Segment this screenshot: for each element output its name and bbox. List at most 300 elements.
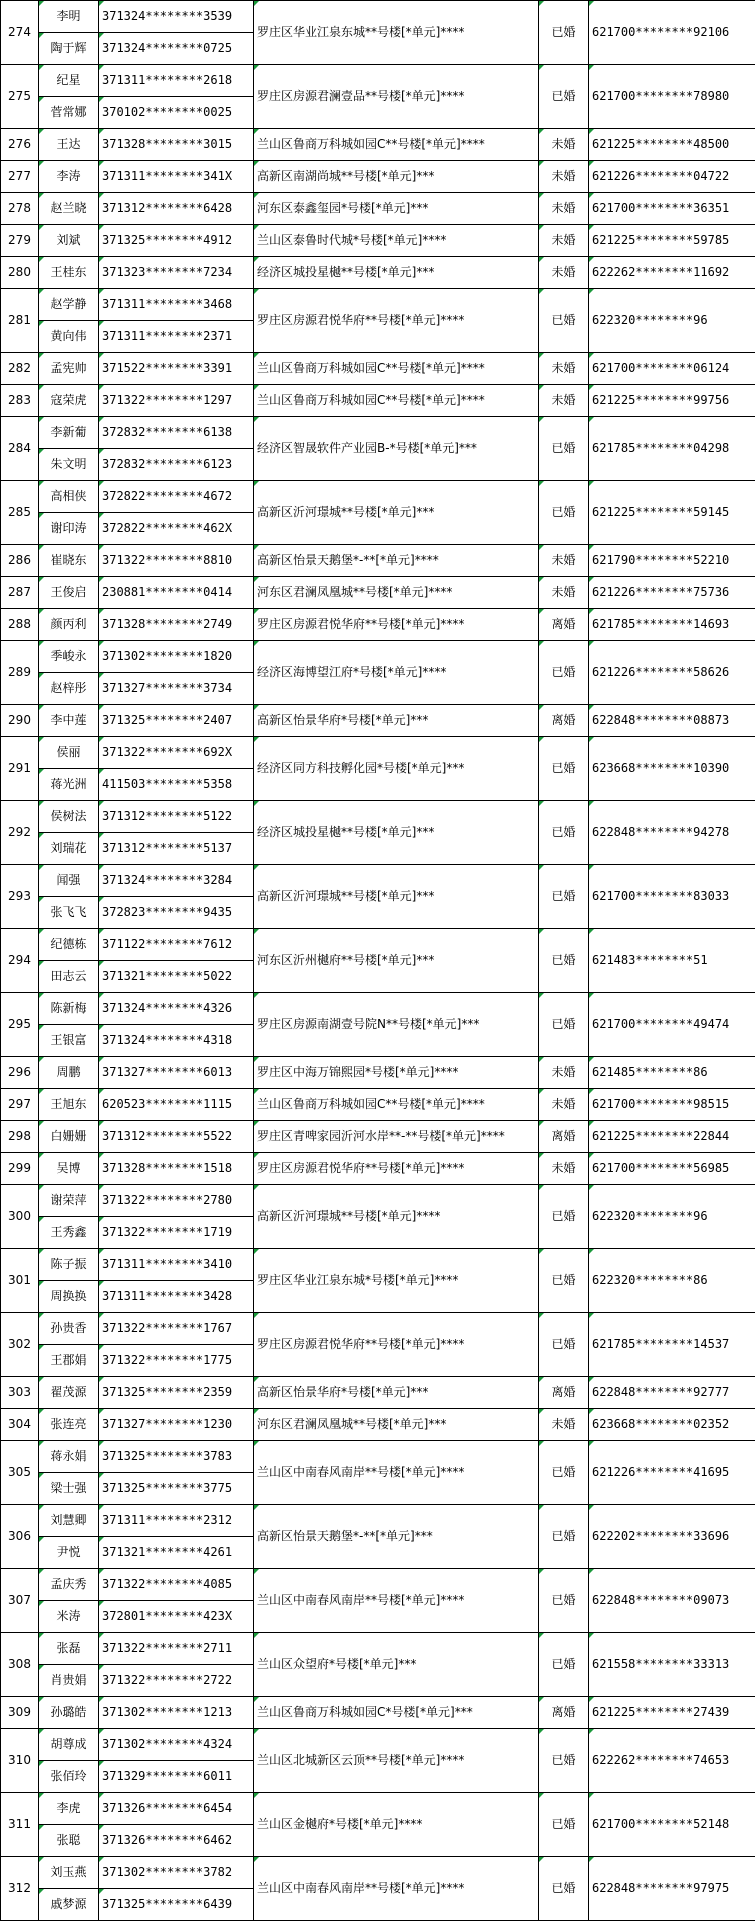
marital-status: 已婚: [539, 801, 589, 865]
household-number: 308: [1, 1633, 39, 1697]
member-name: 王桂东: [39, 257, 99, 289]
housing-address: 经济区智晟软件产业园B-*号楼[*单元]***: [254, 417, 539, 481]
housing-address: 罗庄区房源君澜壹品**号楼[*单元]****: [254, 65, 539, 129]
marital-status: 未婚: [539, 161, 589, 193]
member-id-number: 371324********4326: [99, 993, 254, 1025]
member-id-number: 371328********1518: [99, 1153, 254, 1185]
member-name: 吴博: [39, 1153, 99, 1185]
household-number: 297: [1, 1089, 39, 1121]
member-name: 纪德栋: [39, 929, 99, 961]
table-row: [1, 1, 755, 33]
household-number: 301: [1, 1249, 39, 1313]
member-name: 谢印涛: [39, 513, 99, 545]
table-row: [1, 1153, 755, 1185]
marital-status: 已婚: [539, 289, 589, 353]
table-row: [1, 609, 755, 641]
household-number: 304: [1, 1409, 39, 1441]
table-row: [1, 1377, 755, 1409]
household-number: 283: [1, 385, 39, 417]
marital-status: 已婚: [539, 1185, 589, 1249]
bank-card-number: 622320********96: [589, 289, 755, 353]
marital-status: 未婚: [539, 1057, 589, 1089]
bank-card-number: 622848********94278: [589, 801, 755, 865]
member-id-number: 371328********3015: [99, 129, 254, 161]
marital-status: 已婚: [539, 65, 589, 129]
bank-card-number: 621225********22844: [589, 1121, 755, 1153]
member-id-number: 371325********6439: [99, 1889, 254, 1921]
table-row: [1, 1793, 755, 1825]
member-name: 崔晓东: [39, 545, 99, 577]
bank-card-number: 621226********75736: [589, 577, 755, 609]
bank-card-number: 621558********33313: [589, 1633, 755, 1697]
bank-card-number: 622320********96: [589, 1185, 755, 1249]
marital-status: 已婚: [539, 1313, 589, 1377]
member-name: 张连亮: [39, 1409, 99, 1441]
housing-address: 河东区君澜凤凰城**号楼[*单元]***: [254, 1409, 539, 1441]
bank-card-number: 622848********09073: [589, 1569, 755, 1633]
member-name: 菅常娜: [39, 97, 99, 129]
marital-status: 未婚: [539, 193, 589, 225]
marital-status: 未婚: [539, 257, 589, 289]
member-id-number: 371322********1719: [99, 1217, 254, 1249]
member-name: 张聪: [39, 1825, 99, 1857]
household-number: 303: [1, 1377, 39, 1409]
member-name: 赵兰晓: [39, 193, 99, 225]
table-row: [1, 65, 755, 97]
table-row: [1, 1633, 755, 1665]
member-name: 张飞飞: [39, 897, 99, 929]
table-row: [1, 865, 755, 897]
table-row: [1, 1313, 755, 1345]
housing-address: 高新区怡景华府*号楼[*单元]***: [254, 1377, 539, 1409]
housing-address: 兰山区中南春风南岸**号楼[*单元]****: [254, 1569, 539, 1633]
bank-card-number: 622262********74653: [589, 1729, 755, 1793]
marital-status: 离婚: [539, 609, 589, 641]
bank-card-number: 623668********10390: [589, 737, 755, 801]
member-id-number: 371311********3468: [99, 289, 254, 321]
member-id-number: 371329********6011: [99, 1761, 254, 1793]
housing-address: 罗庄区华业江泉东城**号楼[*单元]****: [254, 1, 539, 65]
household-number: 284: [1, 417, 39, 481]
housing-address: 高新区怡景华府*号楼[*单元]***: [254, 705, 539, 737]
housing-address: 兰山区北城新区云顶**号楼[*单元]****: [254, 1729, 539, 1793]
household-number: 276: [1, 129, 39, 161]
household-number: 277: [1, 161, 39, 193]
member-name: 张磊: [39, 1633, 99, 1665]
marital-status: 未婚: [539, 577, 589, 609]
member-id-number: 370102********0025: [99, 97, 254, 129]
housing-address: 罗庄区房源君悦华府**号楼[*单元]****: [254, 1153, 539, 1185]
bank-card-number: 621226********04722: [589, 161, 755, 193]
bank-card-number: 621785********14537: [589, 1313, 755, 1377]
member-id-number: 372801********423X: [99, 1601, 254, 1633]
housing-address: 经济区海博望江府*号楼[*单元]****: [254, 641, 539, 705]
household-number: 295: [1, 993, 39, 1057]
housing-address: 兰山区泰鲁时代城*号楼[*单元]****: [254, 225, 539, 257]
table-row: [1, 385, 755, 417]
member-name: 梁士强: [39, 1473, 99, 1505]
member-name: 李新葡: [39, 417, 99, 449]
member-id-number: 371325********3783: [99, 1441, 254, 1473]
member-name: 孟宪帅: [39, 353, 99, 385]
member-name: 尹悦: [39, 1537, 99, 1569]
table-row: [1, 417, 755, 449]
bank-card-number: 621700********49474: [589, 993, 755, 1057]
member-id-number: 371321********4261: [99, 1537, 254, 1569]
household-number: 281: [1, 289, 39, 353]
marital-status: 未婚: [539, 129, 589, 161]
table-row: [1, 993, 755, 1025]
member-name: 王达: [39, 129, 99, 161]
bank-card-number: 621225********48500: [589, 129, 755, 161]
member-id-number: 372832********6138: [99, 417, 254, 449]
marital-status: 已婚: [539, 1793, 589, 1857]
member-id-number: 371327********6013: [99, 1057, 254, 1089]
member-name: 肖贵娟: [39, 1665, 99, 1697]
member-id-number: 371327********1230: [99, 1409, 254, 1441]
bank-card-number: 621700********83033: [589, 865, 755, 929]
housing-address: 河东区君澜凤凰城**号楼[*单元]****: [254, 577, 539, 609]
table-row: [1, 1057, 755, 1089]
housing-address: 经济区城投星樾**号楼[*单元]***: [254, 801, 539, 865]
table-row: [1, 481, 755, 513]
member-name: 高相侠: [39, 481, 99, 513]
table-row: [1, 161, 755, 193]
member-name: 李虎: [39, 1793, 99, 1825]
bank-card-number: 622848********92777: [589, 1377, 755, 1409]
marital-status: 已婚: [539, 417, 589, 481]
bank-card-number: 622202********33696: [589, 1505, 755, 1569]
member-id-number: 371311********3428: [99, 1281, 254, 1313]
marital-status: 已婚: [539, 1633, 589, 1697]
housing-address: 高新区沂河璟城**号楼[*单元]***: [254, 865, 539, 929]
member-name: 张佰玲: [39, 1761, 99, 1793]
bank-card-number: 623668********02352: [589, 1409, 755, 1441]
member-name: 侯丽: [39, 737, 99, 769]
member-id-number: 371325********2359: [99, 1377, 254, 1409]
member-name: 孙贵香: [39, 1313, 99, 1345]
table-row: [1, 1089, 755, 1121]
member-id-number: 371325********4912: [99, 225, 254, 257]
marital-status: 离婚: [539, 1121, 589, 1153]
household-number: 294: [1, 929, 39, 993]
bank-card-number: 621225********59785: [589, 225, 755, 257]
member-name: 纪星: [39, 65, 99, 97]
marital-status: 已婚: [539, 1729, 589, 1793]
housing-address: 兰山区鲁商万科城如园C*号楼[*单元]***: [254, 1697, 539, 1729]
housing-address: 兰山区金樾府*号楼[*单元]****: [254, 1793, 539, 1857]
member-name: 李明: [39, 1, 99, 33]
member-name: 陈新梅: [39, 993, 99, 1025]
member-id-number: 371322********692X: [99, 737, 254, 769]
member-name: 颜丙利: [39, 609, 99, 641]
member-name: 陶于辉: [39, 33, 99, 65]
household-number: 311: [1, 1793, 39, 1857]
member-name: 周鹏: [39, 1057, 99, 1089]
bank-card-number: 621700********56985: [589, 1153, 755, 1185]
household-number: 293: [1, 865, 39, 929]
member-id-number: 371311********2371: [99, 321, 254, 353]
bank-card-number: 621226********58626: [589, 641, 755, 705]
member-name: 刘慧卿: [39, 1505, 99, 1537]
housing-address: 兰山区鲁商万科城如园C**号楼[*单元]****: [254, 353, 539, 385]
housing-address: 兰山区鲁商万科城如园C**号楼[*单元]****: [254, 1089, 539, 1121]
table-row: [1, 801, 755, 833]
member-name: 白姗姗: [39, 1121, 99, 1153]
housing-address: 经济区同方科技孵化园*号楼[*单元]***: [254, 737, 539, 801]
household-number: 282: [1, 353, 39, 385]
household-number: 298: [1, 1121, 39, 1153]
housing-address: 经济区城投星樾**号楼[*单元]***: [254, 257, 539, 289]
member-id-number: 371322********2780: [99, 1185, 254, 1217]
member-id-number: 230881********0414: [99, 577, 254, 609]
member-id-number: 371312********5122: [99, 801, 254, 833]
household-number: 291: [1, 737, 39, 801]
marital-status: 已婚: [539, 1441, 589, 1505]
marital-status: 未婚: [539, 1409, 589, 1441]
housing-address: 兰山区中南春风南岸**号楼[*单元]****: [254, 1441, 539, 1505]
household-number: 300: [1, 1185, 39, 1249]
table-row: [1, 577, 755, 609]
member-id-number: 371311********2618: [99, 65, 254, 97]
household-number: 305: [1, 1441, 39, 1505]
member-name: 胡尊成: [39, 1729, 99, 1761]
housing-address: 高新区怡景天鹅堡*-**[*单元]****: [254, 545, 539, 577]
member-id-number: 371325********2407: [99, 705, 254, 737]
table-row: [1, 1857, 755, 1889]
member-id-number: 371324********4318: [99, 1025, 254, 1057]
table-row: [1, 929, 755, 961]
bank-card-number: 621700********06124: [589, 353, 755, 385]
member-id-number: 371328********2749: [99, 609, 254, 641]
marital-status: 未婚: [539, 385, 589, 417]
table-row: [1, 289, 755, 321]
member-name: 孙璐皓: [39, 1697, 99, 1729]
bank-card-number: 621483********51: [589, 929, 755, 993]
member-name: 谢荣萍: [39, 1185, 99, 1217]
table-row: [1, 641, 755, 673]
member-name: 寇荣虎: [39, 385, 99, 417]
table-row: [1, 1697, 755, 1729]
member-id-number: 371323********7234: [99, 257, 254, 289]
household-number: 302: [1, 1313, 39, 1377]
member-name: 翟茂源: [39, 1377, 99, 1409]
marital-status: 已婚: [539, 1, 589, 65]
member-name: 孟庆秀: [39, 1569, 99, 1601]
table-row: [1, 1185, 755, 1217]
household-number: 290: [1, 705, 39, 737]
marital-status: 离婚: [539, 1697, 589, 1729]
member-name: 戚梦源: [39, 1889, 99, 1921]
table-row: [1, 1409, 755, 1441]
member-name: 刘瑞花: [39, 833, 99, 865]
table-row: [1, 353, 755, 385]
member-id-number: 371326********6454: [99, 1793, 254, 1825]
bank-card-number: 621700********92106: [589, 1, 755, 65]
member-name: 朱文明: [39, 449, 99, 481]
household-number: 288: [1, 609, 39, 641]
member-name: 蒋永娟: [39, 1441, 99, 1473]
household-number: 285: [1, 481, 39, 545]
bank-card-number: 621225********99756: [589, 385, 755, 417]
household-number: 299: [1, 1153, 39, 1185]
marital-status: 已婚: [539, 1505, 589, 1569]
member-id-number: 371322********1775: [99, 1345, 254, 1377]
member-name: 季峻永: [39, 641, 99, 673]
housing-address: 兰山区鲁商万科城如园C**号楼[*单元]****: [254, 385, 539, 417]
member-name: 刘玉燕: [39, 1857, 99, 1889]
member-id-number: 371322********2722: [99, 1665, 254, 1697]
table-row: [1, 1121, 755, 1153]
member-id-number: 371302********1213: [99, 1697, 254, 1729]
household-number: 279: [1, 225, 39, 257]
member-id-number: 371302********1820: [99, 641, 254, 673]
marital-status: 已婚: [539, 929, 589, 993]
member-id-number: 371322********1767: [99, 1313, 254, 1345]
table-row: [1, 1249, 755, 1281]
member-name: 赵学静: [39, 289, 99, 321]
bank-card-number: 621700********52148: [589, 1793, 755, 1857]
member-name: 田志云: [39, 961, 99, 993]
housing-address: 罗庄区房源南湖壹号院N**号楼[*单元]***: [254, 993, 539, 1057]
bank-card-number: 622320********86: [589, 1249, 755, 1313]
member-id-number: 372822********4672: [99, 481, 254, 513]
marital-status: 已婚: [539, 1569, 589, 1633]
member-name: 黄向伟: [39, 321, 99, 353]
member-id-number: 371522********3391: [99, 353, 254, 385]
table-row: [1, 705, 755, 737]
marital-status: 已婚: [539, 865, 589, 929]
member-id-number: 371122********7612: [99, 929, 254, 961]
member-id-number: 371302********4324: [99, 1729, 254, 1761]
member-id-number: 372832********6123: [99, 449, 254, 481]
housing-address: 高新区沂河璟城**号楼[*单元]****: [254, 1185, 539, 1249]
housing-address: 高新区南湖尚城**号楼[*单元]***: [254, 161, 539, 193]
bank-card-number: 621700********98515: [589, 1089, 755, 1121]
member-id-number: 372822********462X: [99, 513, 254, 545]
household-number: 274: [1, 1, 39, 65]
marital-status: 未婚: [539, 225, 589, 257]
member-name: 侯树法: [39, 801, 99, 833]
marital-status: 已婚: [539, 641, 589, 705]
bank-card-number: 622262********11692: [589, 257, 755, 289]
table-row: [1, 1569, 755, 1601]
household-number: 307: [1, 1569, 39, 1633]
member-id-number: 371325********3775: [99, 1473, 254, 1505]
table-row: [1, 737, 755, 769]
bank-card-number: 621225********27439: [589, 1697, 755, 1729]
bank-card-number: 621485********86: [589, 1057, 755, 1089]
member-id-number: 371312********5137: [99, 833, 254, 865]
table-row: [1, 1441, 755, 1473]
bank-card-number: 621225********59145: [589, 481, 755, 545]
member-name: 刘斌: [39, 225, 99, 257]
member-id-number: 371324********3539: [99, 1, 254, 33]
member-name: 王银富: [39, 1025, 99, 1057]
household-number: 289: [1, 641, 39, 705]
marital-status: 已婚: [539, 1857, 589, 1921]
member-id-number: 411503********5358: [99, 769, 254, 801]
member-name: 米涛: [39, 1601, 99, 1633]
table-row: [1, 193, 755, 225]
bank-card-number: 621785********14693: [589, 609, 755, 641]
marital-status: 未婚: [539, 353, 589, 385]
member-id-number: 371322********2711: [99, 1633, 254, 1665]
marital-status: 未婚: [539, 1089, 589, 1121]
table-row: [1, 1505, 755, 1537]
housing-address: 河东区沂州樾府**号楼[*单元]***: [254, 929, 539, 993]
household-number: 286: [1, 545, 39, 577]
bank-card-number: 621700********36351: [589, 193, 755, 225]
housing-address: 兰山区中南春风南岸**号楼[*单元]****: [254, 1857, 539, 1921]
marital-status: 未婚: [539, 545, 589, 577]
household-number: 287: [1, 577, 39, 609]
bank-card-number: 621226********41695: [589, 1441, 755, 1505]
marital-status: 已婚: [539, 1249, 589, 1313]
housing-address: 罗庄区中海万锦熙园*号楼[*单元]****: [254, 1057, 539, 1089]
marital-status: 未婚: [539, 1153, 589, 1185]
housing-address: 高新区沂河璟城**号楼[*单元]***: [254, 481, 539, 545]
member-id-number: 371312********5522: [99, 1121, 254, 1153]
household-number: 275: [1, 65, 39, 129]
household-number: 280: [1, 257, 39, 289]
member-name: 王旭东: [39, 1089, 99, 1121]
marital-status: 已婚: [539, 481, 589, 545]
member-name: 王郡娟: [39, 1345, 99, 1377]
member-name: 赵梓彤: [39, 673, 99, 705]
housing-address: 罗庄区华业江泉东城*号楼[*单元]****: [254, 1249, 539, 1313]
member-name: 闻强: [39, 865, 99, 897]
table-row: [1, 129, 755, 161]
member-id-number: 371322********8810: [99, 545, 254, 577]
member-id-number: 372823********9435: [99, 897, 254, 929]
bank-card-number: 621790********52210: [589, 545, 755, 577]
member-id-number: 371327********3734: [99, 673, 254, 705]
member-id-number: 371322********4085: [99, 1569, 254, 1601]
member-id-number: 371312********6428: [99, 193, 254, 225]
table-row: [1, 545, 755, 577]
housing-address: 罗庄区青啤家园沂河水岸**-**号楼[*单元]****: [254, 1121, 539, 1153]
member-id-number: 371324********3284: [99, 865, 254, 897]
member-id-number: 371311********341X: [99, 161, 254, 193]
table-row: [1, 225, 755, 257]
member-id-number: 371311********2312: [99, 1505, 254, 1537]
housing-address: 兰山区鲁商万科城如园C**号楼[*单元]****: [254, 129, 539, 161]
member-id-number: 620523********1115: [99, 1089, 254, 1121]
housing-address: 罗庄区房源君悦华府**号楼[*单元]****: [254, 609, 539, 641]
member-name: 王俊启: [39, 577, 99, 609]
member-name: 蒋光洲: [39, 769, 99, 801]
household-number: 296: [1, 1057, 39, 1089]
member-id-number: 371324********0725: [99, 33, 254, 65]
member-name: 王秀鑫: [39, 1217, 99, 1249]
marital-status: 离婚: [539, 1377, 589, 1409]
table-row: [1, 1729, 755, 1761]
housing-address: 高新区怡景天鹅堡*-**[*单元]***: [254, 1505, 539, 1569]
marital-status: 离婚: [539, 705, 589, 737]
member-name: 李中莲: [39, 705, 99, 737]
member-id-number: 371311********3410: [99, 1249, 254, 1281]
member-id-number: 371322********1297: [99, 385, 254, 417]
bank-card-number: 621785********04298: [589, 417, 755, 481]
housing-address: 罗庄区房源君悦华府**号楼[*单元]****: [254, 289, 539, 353]
table-row: [1, 257, 755, 289]
housing-address: 兰山区众望府*号楼[*单元]***: [254, 1633, 539, 1697]
member-name: 李涛: [39, 161, 99, 193]
household-number: 306: [1, 1505, 39, 1569]
marital-status: 已婚: [539, 737, 589, 801]
household-number: 310: [1, 1729, 39, 1793]
